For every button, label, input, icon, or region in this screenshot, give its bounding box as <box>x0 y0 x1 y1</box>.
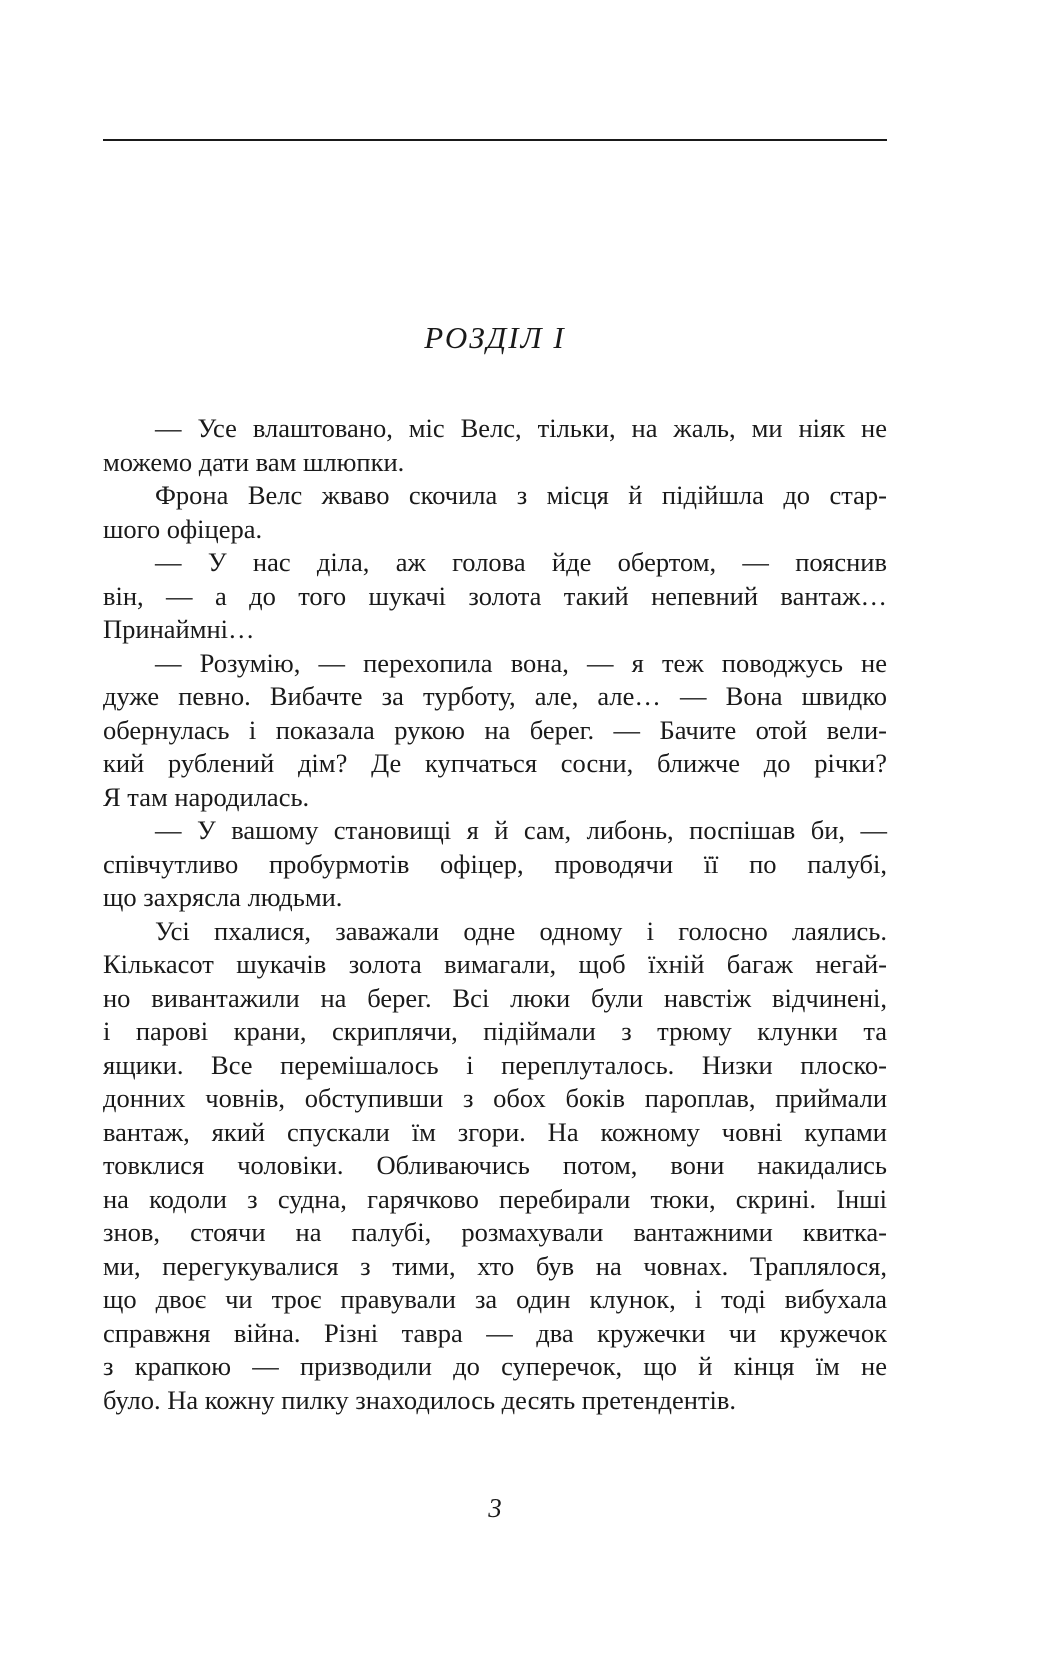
text-line: ми, перегукувалися з тими, хто був на човнах. Траплялося, <box>103 1250 887 1281</box>
text-line: Принаймні… <box>103 614 255 644</box>
paragraph <box>103 915 887 1418</box>
text-line: справжня війна. Різні тавра — два кружечки чи кружечок <box>103 1317 887 1348</box>
text-line: з крапкою — призводили до суперечок, що й кінця їм не <box>103 1351 887 1381</box>
text-line: — У нас діла, аж голова йде обертом, — пояснив <box>155 547 887 577</box>
text-line: шого офіцера. <box>103 513 263 544</box>
text-line: було. На кожну пилку знаходилось десять претендентів. <box>103 1384 737 1415</box>
text-line: він, — а до того шукачі золота такий непевний вантаж… <box>103 580 887 611</box>
text-line: обернулась і показала рукою на берег. — Бачите отой вели- <box>103 714 887 745</box>
text-line: товклися чоловіки. Обливаючись потом, вони накидались <box>103 1150 887 1180</box>
text-line: — Усе влаштовано, міс Велс, тільки, на жаль, ми ніяк не <box>155 413 887 443</box>
text-line: Я там народилась. <box>103 781 310 812</box>
body-text <box>103 412 887 1417</box>
chapter-title: РОЗДІЛ I <box>424 320 566 355</box>
text-line: і парові крани, скриплячи, підіймали з трюму клунки та <box>103 1016 887 1046</box>
paragraph <box>103 412 887 479</box>
text-line: що двоє чи троє правували за один клунок, і тоді вибухала <box>103 1284 887 1314</box>
text-line: ящики. Все перемішалось і переплуталось. Низки плоско- <box>103 1049 887 1080</box>
paragraph <box>103 479 887 546</box>
text-line: Фрона Велс жваво скочила з місця й підійшла до стар- <box>155 480 887 510</box>
page-number: 3 <box>488 1493 502 1523</box>
paragraph <box>103 814 887 915</box>
paragraph <box>103 647 887 815</box>
text-line: вантаж, який спускали їм згори. На кожному човні купами <box>103 1116 887 1147</box>
text-line: можемо дати вам шлюпки. <box>103 446 405 477</box>
text-line: дуже певно. Вибачте за турботу, але, але… — Вона швидко <box>103 681 887 711</box>
text-line: донних човнів, обступивши з обох боків пароплав, приймали <box>103 1083 887 1113</box>
text-line: Усі пхалися, заважали одне одному і голосно лаялись. <box>155 915 887 946</box>
header-rule <box>103 139 887 141</box>
text-line: кий рублений дім? Де купчаться сосни, ближче до річки? <box>103 748 887 778</box>
text-line: Кількасот шукачів золота вимагали, щоб їхній багаж негай- <box>103 949 887 979</box>
text-line: — Розумію, — перехопила вона, — я теж поводжусь не <box>155 647 887 678</box>
text-line: но вивантажили на берег. Всі люки були навстіж відчинені, <box>103 982 887 1013</box>
text-line: на кодоли з судна, гарячково перебирали тюки, скрині. Інші <box>103 1183 887 1214</box>
text-line: — У вашому становищі я й сам, либонь, поспішав би, — <box>155 815 887 845</box>
paragraph <box>103 546 887 647</box>
text-line: знов, стоячи на палубі, розмахували вантажними квитка- <box>103 1217 887 1247</box>
text-line: що захрясла людьми. <box>103 882 343 912</box>
text-line: співчутливо пробурмотів офіцер, проводячи її по палубі, <box>103 848 887 879</box>
